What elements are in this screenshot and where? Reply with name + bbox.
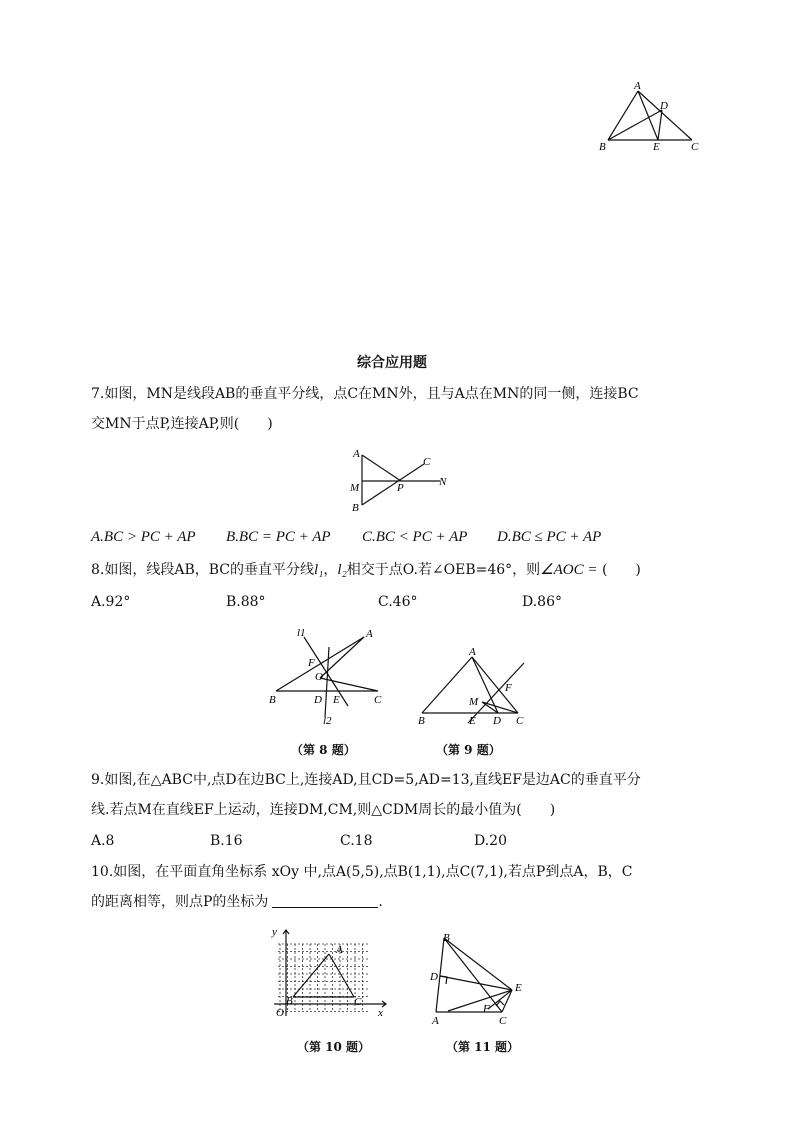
label-D: D (314, 694, 322, 706)
label-y: y (272, 926, 277, 938)
q9-line1: 9.如图,在△ABC中,点D在边BC上,连接AD,且CD=5,AD=13,直线EF是边AC的垂直平分 (91, 772, 641, 788)
q8-paren: ( ) (601, 562, 641, 578)
label-A: A (336, 944, 343, 956)
figure-q9 (414, 645, 534, 729)
caption-fig9: （第 9 题） (436, 743, 501, 757)
figure-q8 (268, 625, 390, 727)
section-title: 综合应用题 (357, 355, 427, 371)
label-M: M (469, 696, 479, 708)
label-A: A (353, 448, 360, 460)
label-F: F (505, 682, 512, 694)
q9-option-a: A.8 (91, 833, 115, 849)
label-O: O (276, 1007, 284, 1019)
caption-fig11: （第 11 题） (446, 1040, 520, 1054)
label-l1: l1 (297, 627, 306, 639)
label-A: A (432, 1015, 439, 1027)
label-A: A (634, 80, 641, 92)
label-C: C (374, 694, 382, 706)
label-E: E (469, 715, 476, 727)
label-C: C (499, 1015, 507, 1027)
label-B: B (443, 932, 450, 944)
label-B: B (352, 502, 359, 514)
label-B: B (269, 694, 276, 706)
q7-line2: 交MN于点P,连接AP,则( ) (91, 416, 273, 432)
q10-line1: 10.如图，在平面直角坐标系 xOy 中,点A(5,5),点B(1,1),点C(7,1),若点P到点A，B，C (91, 864, 633, 880)
label-A: A (469, 646, 476, 658)
q8-option-d: D.86° (522, 594, 562, 610)
q8-line1-b: 相交于点O.若∠OEB=46°，则 (346, 562, 541, 578)
q8-option-b: B.88° (226, 594, 266, 610)
q9-option-d: D.20 (474, 833, 507, 849)
q8-sep: ， (323, 562, 338, 578)
answer-blank (272, 893, 378, 908)
label-B: B (599, 141, 606, 153)
figure-q7 (344, 447, 454, 513)
label-M: M (350, 482, 360, 494)
q7-option-b: B.BC = PC + AP (226, 529, 331, 545)
q9-line2: 线.若点M在直线EF上运动，连接DM,CM,则△CDM周长的最小值为( ) (91, 802, 556, 818)
label-C: C (691, 141, 699, 153)
q7-option-a: A.BC > PC + AP (91, 529, 196, 545)
q8-line1-a: 8.如图，线段AB，BC的垂直平分线 (91, 562, 315, 578)
label-E: E (515, 982, 522, 994)
q9-option-b: B.16 (210, 833, 243, 849)
label-D: D (660, 100, 668, 112)
q8-angle-expr: ∠AOC = (540, 562, 598, 578)
q8-line1 (91, 560, 641, 580)
label-D: D (493, 715, 501, 727)
figure-q10 (266, 926, 390, 1022)
q9-option-c: C.18 (340, 833, 373, 849)
q8-option-a: A.92° (91, 594, 131, 610)
label-A: A (366, 628, 373, 640)
label-C: C (354, 996, 362, 1008)
caption-fig10: （第 10 题） (297, 1040, 371, 1054)
label-l2: l2 (323, 715, 332, 727)
label-N: N (439, 476, 447, 488)
label-P: P (397, 482, 404, 494)
figure-top-triangle (596, 80, 706, 154)
label-E: E (653, 141, 660, 153)
label-O: O (315, 671, 323, 683)
label-F: F (308, 657, 315, 669)
q8-l1: l₁ (314, 562, 324, 578)
label-C: C (516, 715, 524, 727)
q8-option-c: C.46° (378, 594, 418, 610)
caption-fig8: （第 8 题） (291, 743, 356, 757)
q10-line2 (91, 892, 383, 912)
q10-line2-a: 的距离相等，则点P的坐标为 (91, 894, 269, 910)
q7-option-d: D.BC ≤ PC + AP (497, 529, 602, 545)
label-C: C (423, 456, 431, 468)
q10-line2-b: . (378, 894, 383, 910)
q7-option-c: C.BC < PC + AP (362, 529, 468, 545)
q7-line1: 7.如图，MN是线段AB的垂直平分线，点C在MN外，且与A点在MN的同一侧，连接BC (91, 386, 639, 402)
figure-q11 (426, 928, 536, 1028)
label-x: x (378, 1007, 383, 1019)
label-F: F (483, 1003, 490, 1015)
label-E: E (333, 694, 340, 706)
q8-l2: l₂ (337, 562, 347, 578)
label-B: B (418, 715, 425, 727)
label-B: B (286, 995, 293, 1007)
label-D: D (430, 971, 438, 983)
